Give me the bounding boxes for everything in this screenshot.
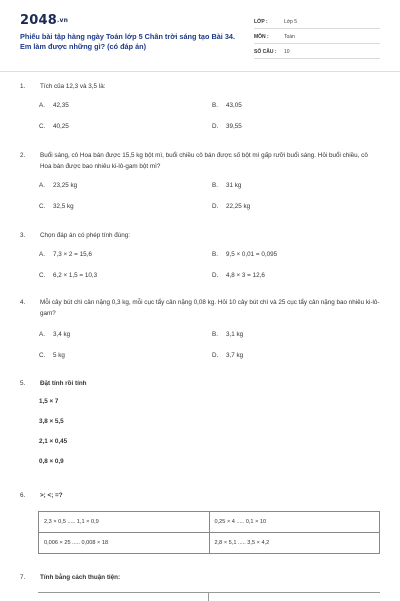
option-text: 9,5 × 0,01 = 0,095: [226, 251, 278, 258]
option-text: 42,35: [53, 102, 69, 109]
question-number: 2.: [20, 152, 26, 159]
q3-option-a[interactable]: [39, 250, 92, 260]
option-letter: C.: [39, 272, 46, 279]
question-text: Tính bằng cách thuận tiện:: [40, 574, 121, 581]
option-text: 3,7 kg: [226, 352, 244, 359]
expression-1: 1,5 × 7: [39, 398, 59, 405]
table-cell: 2,3 × 0,5 ..... 1,1 × 0,9: [39, 512, 210, 533]
logo-tld: .vn: [56, 17, 69, 24]
q2-option-b[interactable]: [212, 181, 241, 191]
q1-option-a[interactable]: [39, 101, 69, 111]
option-text: 3,4 kg: [53, 331, 71, 338]
table-cell: 0,25 × 4 ..... 0,1 × 10: [209, 512, 380, 533]
meta-label: LỚP :: [254, 19, 268, 25]
question-text: Tích của 12,3 và 3,5 là:: [40, 83, 106, 90]
table-row: [39, 533, 380, 554]
expression-2: 3,8 × 5,5: [39, 418, 64, 425]
question-number: 3.: [20, 232, 26, 239]
option-letter: D.: [212, 123, 219, 130]
q2-option-d[interactable]: [212, 202, 250, 212]
question-text: >; <; =?: [40, 492, 63, 499]
option-text: 6,2 × 1,5 = 10,3: [53, 272, 98, 279]
meta-label: SỐ CÂU :: [254, 49, 277, 55]
question-text: Mỗi cây bút chì cân nặng 0,3 kg, mỗi cục tẩy cân nặng 0,08 kg. Hỏi 10 cây bút chì và 25 cục tẩy cân nặng bao nhiêu ki-lô-gam?: [40, 299, 380, 317]
question-text: Buổi sáng, cô Hoa bán được 15,5 kg bột mì, buổi chiều cô bán được số bột mì gấp rưỡi buổi sáng. Hỏi buổi chiều, cô Hoa bán được bao nhiêu ki-lô-gam bột mì?: [40, 152, 368, 170]
question-number: 5.: [20, 380, 26, 387]
option-letter: B.: [212, 331, 218, 338]
question-text: Đặt tính rồi tính: [40, 380, 87, 387]
meta-question-count: [254, 46, 380, 59]
q1-option-c[interactable]: [39, 122, 69, 132]
option-letter: A.: [39, 331, 45, 338]
option-letter: B.: [212, 102, 218, 109]
option-text: 5 kg: [53, 352, 65, 359]
option-text: 7,3 × 2 = 15,6: [53, 251, 92, 258]
option-letter: B.: [212, 182, 218, 189]
question-number: 7.: [20, 574, 26, 581]
table-cell: 2,8 × 5,1 ..... 3,5 × 4,2: [209, 533, 380, 554]
q4-option-b[interactable]: [212, 330, 243, 340]
option-letter: A.: [39, 102, 45, 109]
site-logo[interactable]: [20, 13, 68, 28]
option-letter: D.: [212, 272, 219, 279]
q1-option-d[interactable]: [212, 122, 242, 132]
option-letter: A.: [39, 251, 45, 258]
option-letter: B.: [212, 251, 218, 258]
question-6: [20, 490, 380, 501]
question-3: [20, 230, 380, 241]
meta-label: MÔN :: [254, 34, 269, 40]
question-5: [20, 378, 380, 389]
option-text: 39,55: [226, 123, 242, 130]
logo-text: 2048: [20, 13, 57, 28]
q4-option-a[interactable]: [39, 330, 70, 340]
question-number: 6.: [20, 492, 26, 499]
comparison-table: [38, 511, 380, 554]
option-letter: D.: [212, 203, 219, 210]
option-text: 22,25 kg: [226, 203, 251, 210]
question-number: 4.: [20, 299, 26, 306]
option-text: 40,25: [53, 123, 69, 130]
meta-value: Lớp 5: [284, 19, 298, 25]
meta-class: [254, 16, 380, 29]
q4-option-c[interactable]: [39, 351, 65, 361]
question-4: [20, 297, 380, 319]
q2-option-c[interactable]: [39, 202, 74, 212]
question-number: 1.: [20, 83, 26, 90]
meta-value: 10: [284, 49, 290, 55]
table-cell: 0,006 × 25 ..... 0,008 × 18: [39, 533, 210, 554]
table-row: [39, 512, 380, 533]
question-7: [20, 572, 380, 583]
expression-4: 0,8 × 0,9: [39, 458, 64, 465]
question-1: [20, 81, 380, 92]
option-text: 31 kg: [226, 182, 242, 189]
meta-value: Toán: [284, 34, 295, 40]
option-letter: C.: [39, 203, 46, 210]
option-letter: A.: [39, 182, 45, 189]
option-text: 3,1 kg: [226, 331, 244, 338]
q2-option-a[interactable]: [39, 181, 77, 191]
header-divider: [0, 71, 400, 72]
option-text: 32,5 kg: [53, 203, 74, 210]
question-text: Chọn đáp án có phép tính đúng:: [40, 232, 130, 239]
q4-option-d[interactable]: [212, 351, 243, 361]
q1-option-b[interactable]: [212, 101, 242, 111]
option-letter: D.: [212, 352, 219, 359]
option-letter: C.: [39, 123, 46, 130]
expression-3: 2,1 × 0,45: [39, 438, 68, 445]
option-text: 23,25 kg: [53, 182, 78, 189]
q3-option-b[interactable]: [212, 250, 277, 260]
q3-option-c[interactable]: [39, 271, 97, 281]
q3-option-d[interactable]: [212, 271, 265, 281]
question-2: [20, 150, 380, 172]
option-text: 43,05: [226, 102, 242, 109]
meta-subject: [254, 31, 380, 44]
option-letter: C.: [39, 352, 46, 359]
worksheet-title: Phiếu bài tập hàng ngày Toán lớp 5 Chân trời sáng tạo Bài 34. Em làm được những gì? (có đáp án): [20, 32, 235, 51]
option-text: 4,8 × 3 = 12,6: [226, 272, 265, 279]
